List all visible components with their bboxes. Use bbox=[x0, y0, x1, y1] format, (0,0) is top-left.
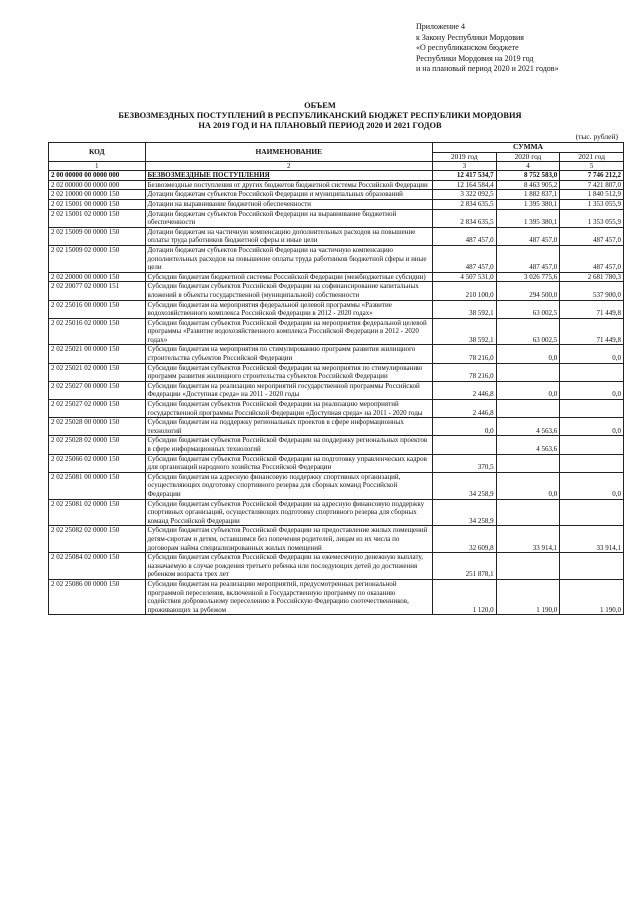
row-code: 2 02 25028 00 0000 150 bbox=[49, 418, 146, 436]
row-name: Субсидии бюджетам субъектов Российской Федерации на ежемесячную денежную выплату, назначаемую в случае рождения третьего ребенка или последующих детей до достижения ребенком возраста трех лет bbox=[145, 553, 432, 580]
row-name: Субсидии бюджетам субъектов Российской Федерации на поддержку региональных проектов в сфере информационных технологий bbox=[145, 436, 432, 454]
row-name: Дотации бюджетам субъектов Российской Федерации на выравнивание бюджетной обеспеченности bbox=[145, 209, 432, 227]
row-value-2019: 1 120,0 bbox=[433, 579, 497, 614]
row-value-2020: 1 190,0 bbox=[496, 579, 560, 614]
row-code: 2 02 25086 00 0000 150 bbox=[49, 579, 146, 614]
row-value-2020: 8 463 905,2 bbox=[496, 180, 560, 190]
row-value-2020 bbox=[496, 400, 560, 418]
row-name: Субсидии бюджетам субъектов Российской Федерации на предоставление жилых помещений детям-сиротам и детям, оставшимся без попечения родителей, лицам из их числа по договорам найма специализированных жилых помещений bbox=[145, 526, 432, 553]
row-value-2021: 1 353 055,9 bbox=[560, 209, 624, 227]
row-value-2020 bbox=[496, 553, 560, 580]
header-code: КОД bbox=[49, 143, 146, 162]
table-row bbox=[49, 553, 624, 580]
row-value-2019: 487 457,0 bbox=[433, 227, 497, 245]
row-value-2021: 71 449,8 bbox=[560, 300, 624, 318]
table-row bbox=[49, 272, 624, 282]
header-2020: 2020 год bbox=[496, 152, 560, 162]
column-number: 3 bbox=[433, 162, 497, 171]
header-sum: СУММА bbox=[433, 143, 624, 153]
row-code: 2 00 00000 00 0000 000 bbox=[49, 171, 146, 181]
table-row bbox=[49, 363, 624, 381]
appendix-line: «О республиканском бюджете bbox=[416, 43, 519, 53]
table-row bbox=[49, 436, 624, 454]
row-value-2020 bbox=[496, 454, 560, 472]
row-code: 2 02 15001 02 0000 150 bbox=[49, 209, 146, 227]
row-value-2019: 4 507 531,0 bbox=[433, 272, 497, 282]
row-code: 2 02 15001 00 0000 150 bbox=[49, 199, 146, 209]
header-2019: 2019 год bbox=[433, 152, 497, 162]
row-value-2021: 0,0 bbox=[560, 418, 624, 436]
row-value-2019: 2 446,8 bbox=[433, 381, 497, 399]
row-code: 2 02 25021 00 0000 150 bbox=[49, 345, 146, 363]
row-value-2020 bbox=[496, 499, 560, 526]
table-row bbox=[49, 190, 624, 200]
budget-table bbox=[48, 142, 624, 615]
table-row bbox=[49, 318, 624, 345]
row-value-2019 bbox=[433, 436, 497, 454]
row-value-2021: 2 681 780,3 bbox=[560, 272, 624, 282]
column-number: 4 bbox=[496, 162, 560, 171]
row-name: Субсидии бюджетам субъектов Российской Федерации на софинансирование капитальных вложений в объекты государственной (муниципальной) собственности bbox=[145, 282, 432, 300]
table-row bbox=[49, 209, 624, 227]
row-name: Субсидии бюджетам на адресную финансовую поддержку спортивных организаций, осуществляющих подготовку спортивного резерва для сборных команд Российской Федерации bbox=[145, 472, 432, 499]
row-name: Субсидии бюджетам субъектов Российской Федерации на адресную финансовую поддержку спортивных организаций, осуществляющих подготовку спортивного резерва для сборных команд Российской Федерации bbox=[145, 499, 432, 526]
row-code: 2 02 15009 00 0000 150 bbox=[49, 227, 146, 245]
row-value-2019: 487 457,0 bbox=[433, 245, 497, 272]
title-line: НА 2019 ГОД И НА ПЛАНОВЫЙ ПЕРИОД 2020 И 2021 ГОДОВ bbox=[198, 121, 442, 131]
column-number: 5 bbox=[560, 162, 624, 171]
row-code: 2 02 10000 00 0000 150 bbox=[49, 190, 146, 200]
row-value-2021: 1 840 512,9 bbox=[560, 190, 624, 200]
row-value-2020: 0,0 bbox=[496, 345, 560, 363]
row-name: Субсидии бюджетам бюджетной системы Российской Федерации (межбюджетные субсидии) bbox=[145, 272, 432, 282]
row-value-2021 bbox=[560, 400, 624, 418]
row-value-2019: 210 100,0 bbox=[433, 282, 497, 300]
row-value-2019: 2 446,8 bbox=[433, 400, 497, 418]
row-value-2019: 3 322 092,5 bbox=[433, 190, 497, 200]
table-row bbox=[49, 499, 624, 526]
row-value-2019: 2 834 635,5 bbox=[433, 199, 497, 209]
row-value-2021: 537 900,0 bbox=[560, 282, 624, 300]
row-value-2019: 34 258,9 bbox=[433, 499, 497, 526]
row-value-2021: 487 457,0 bbox=[560, 245, 624, 272]
row-value-2021: 0,0 bbox=[560, 345, 624, 363]
row-code: 2 02 25066 02 0000 150 bbox=[49, 454, 146, 472]
row-value-2020: 0,0 bbox=[496, 381, 560, 399]
row-value-2021: 1 190,0 bbox=[560, 579, 624, 614]
row-code: 2 02 25028 02 0000 150 bbox=[49, 436, 146, 454]
document-title bbox=[0, 101, 640, 132]
row-value-2020: 294 500,0 bbox=[496, 282, 560, 300]
title-line: БЕЗВОЗМЕЗДНЫХ ПОСТУПЛЕНИЙ В РЕСПУБЛИКАНСКИЙ БЮДЖЕТ РЕСПУБЛИКИ МОРДОВИЯ bbox=[118, 111, 522, 121]
column-numbers-row bbox=[49, 162, 624, 171]
row-code: 2 02 25082 02 0000 150 bbox=[49, 526, 146, 553]
row-name: Субсидии бюджетам субъектов Российской Федерации на мероприятия по стимулированию программ развития жилищного строительства субъектов Российской Федерации bbox=[145, 363, 432, 381]
row-value-2021: 1 353 055,9 bbox=[560, 199, 624, 209]
row-value-2021 bbox=[560, 454, 624, 472]
row-value-2019: 251 878,1 bbox=[433, 553, 497, 580]
appendix-note bbox=[416, 22, 559, 75]
table-row bbox=[49, 300, 624, 318]
appendix-line: Приложение 4 bbox=[416, 22, 465, 31]
row-value-2021: 33 914,1 bbox=[560, 526, 624, 553]
row-value-2020: 487 457,0 bbox=[496, 245, 560, 272]
row-code: 2 02 25027 02 0000 150 bbox=[49, 400, 146, 418]
row-name: Дотации на выравнивание бюджетной обеспеченности bbox=[145, 199, 432, 209]
table-row bbox=[49, 454, 624, 472]
row-name: БЕЗВОЗМЕЗДНЫЕ ПОСТУПЛЕНИЯ bbox=[145, 171, 432, 181]
row-value-2019: 38 592,1 bbox=[433, 318, 497, 345]
row-name: Субсидии бюджетам субъектов Российской Федерации на подготовку управленческих кадров для организаций народного хозяйства Российской Федерации bbox=[145, 454, 432, 472]
row-value-2019: 32 609,8 bbox=[433, 526, 497, 553]
table-row bbox=[49, 180, 624, 190]
row-value-2021 bbox=[560, 499, 624, 526]
row-value-2021: 487 457,0 bbox=[560, 227, 624, 245]
row-code: 2 02 25027 00 0000 150 bbox=[49, 381, 146, 399]
row-value-2020: 63 002,5 bbox=[496, 300, 560, 318]
row-code: 2 02 25084 02 0000 150 bbox=[49, 553, 146, 580]
table-row bbox=[49, 418, 624, 436]
table-body bbox=[49, 171, 624, 615]
row-value-2020: 1 882 837,1 bbox=[496, 190, 560, 200]
row-value-2021 bbox=[560, 553, 624, 580]
row-name: Субсидии бюджетам субъектов Российской Федерации на реализацию мероприятий государственной программы Российской Федерации «Доступная среда» на 2011 - 2020 годы bbox=[145, 400, 432, 418]
table-row bbox=[49, 381, 624, 399]
table-row bbox=[49, 227, 624, 245]
table-row bbox=[49, 245, 624, 272]
row-value-2020: 1 395 380,1 bbox=[496, 209, 560, 227]
table-row bbox=[49, 526, 624, 553]
row-code: 2 02 25016 02 0000 150 bbox=[49, 318, 146, 345]
row-value-2020: 63 002,5 bbox=[496, 318, 560, 345]
row-code: 2 02 00000 00 0000 000 bbox=[49, 180, 146, 190]
row-code: 2 02 25081 00 0000 150 bbox=[49, 472, 146, 499]
row-name: Дотации бюджетам субъектов Российской Федерации на частичную компенсацию дополнительных расходов на повышение оплаты труда работников бюджетной сферы и иные цели bbox=[145, 245, 432, 272]
row-name: Субсидии бюджетам на мероприятия по стимулированию программ развития жилищного строительства субъектов Российской Федерации bbox=[145, 345, 432, 363]
row-name: Дотации бюджетам субъектов Российской Федерации и муниципальных образований bbox=[145, 190, 432, 200]
row-value-2020: 4 563,6 bbox=[496, 436, 560, 454]
title-line: ОБЪЕМ bbox=[304, 101, 336, 110]
row-code: 2 02 20077 02 0000 151 bbox=[49, 282, 146, 300]
table-row bbox=[49, 345, 624, 363]
row-value-2019: 78 216,0 bbox=[433, 345, 497, 363]
header-row bbox=[49, 143, 624, 153]
row-value-2019: 12 164 584,4 bbox=[433, 180, 497, 190]
row-value-2020: 3 026 775,6 bbox=[496, 272, 560, 282]
row-value-2021 bbox=[560, 363, 624, 381]
row-value-2020 bbox=[496, 363, 560, 381]
row-code: 2 02 25021 02 0000 150 bbox=[49, 363, 146, 381]
row-value-2020: 487 457,0 bbox=[496, 227, 560, 245]
row-value-2021: 0,0 bbox=[560, 381, 624, 399]
appendix-line: и на плановый период 2020 и 2021 годов» bbox=[416, 64, 559, 74]
table-row bbox=[49, 199, 624, 209]
row-value-2020: 4 563,6 bbox=[496, 418, 560, 436]
row-code: 2 02 20000 00 0000 150 bbox=[49, 272, 146, 282]
appendix-line: Республики Мордовия на 2019 год bbox=[416, 53, 534, 63]
row-value-2021: 7 421 807,0 bbox=[560, 180, 624, 190]
row-value-2020: 8 752 583,0 bbox=[496, 171, 560, 181]
row-value-2019: 0,0 bbox=[433, 418, 497, 436]
row-name: Субсидии бюджетам на реализацию мероприятий государственной программы Российской Федерации «Доступная среда» на 2011 - 2020 годы bbox=[145, 381, 432, 399]
row-name: Субсидии бюджетам на поддержку региональных проектов в сфере информационных технологий bbox=[145, 418, 432, 436]
header-2021: 2021 год bbox=[560, 152, 624, 162]
row-name: Дотации бюджетам на частичную компенсацию дополнительных расходов на повышение оплаты труда работников бюджетной сферы и иные цели bbox=[145, 227, 432, 245]
table-row bbox=[49, 171, 624, 181]
row-name: Субсидии бюджетам субъектов Российской Федерации на мероприятия федеральной целевой программы «Развитие водохозяйственного комплекса Российской Федерации в 2012 - 2020 годах» bbox=[145, 318, 432, 345]
table-row bbox=[49, 472, 624, 499]
column-number: 2 bbox=[145, 162, 432, 171]
row-value-2019: 78 216,0 bbox=[433, 363, 497, 381]
table-row bbox=[49, 282, 624, 300]
row-value-2019: 370,5 bbox=[433, 454, 497, 472]
row-value-2020: 0,0 bbox=[496, 472, 560, 499]
row-code: 2 02 25016 00 0000 150 bbox=[49, 300, 146, 318]
row-value-2019: 38 592,1 bbox=[433, 300, 497, 318]
row-value-2021 bbox=[560, 436, 624, 454]
row-value-2021: 71 449,8 bbox=[560, 318, 624, 345]
row-code: 2 02 15009 02 0000 150 bbox=[49, 245, 146, 272]
appendix-line: к Закону Республики Мордовия bbox=[416, 32, 524, 42]
row-value-2021: 7 746 212,2 bbox=[560, 171, 624, 181]
row-value-2019: 34 258,9 bbox=[433, 472, 497, 499]
row-name: Субсидии бюджетам на мероприятия федеральной целевой программы «Развитие водохозяйственного комплекса Российской Федерации в 2012 - 2020 годах» bbox=[145, 300, 432, 318]
row-value-2019: 2 834 635,5 bbox=[433, 209, 497, 227]
row-value-2020: 1 395 380,1 bbox=[496, 199, 560, 209]
table-row bbox=[49, 579, 624, 614]
header-name: НАИМЕНОВАНИЕ bbox=[145, 143, 432, 162]
row-value-2020: 33 914,1 bbox=[496, 526, 560, 553]
row-name: Безвозмездные поступления от других бюджетов бюджетной системы Российской Федерации bbox=[145, 180, 432, 190]
row-code: 2 02 25081 02 0000 150 bbox=[49, 499, 146, 526]
row-value-2019: 12 417 534,7 bbox=[433, 171, 497, 181]
column-number: 1 bbox=[49, 162, 146, 171]
row-value-2021: 0,0 bbox=[560, 472, 624, 499]
table-row bbox=[49, 400, 624, 418]
units-label: (тыс. рублей) bbox=[575, 132, 618, 141]
row-name: Субсидии бюджетам на реализацию мероприятий, предусмотренных региональной программой переселения, включенной в Государственную программу по оказанию содействия добровольному переселению в Российскую Федерацию соотечественников, проживающих за рубежом bbox=[145, 579, 432, 614]
